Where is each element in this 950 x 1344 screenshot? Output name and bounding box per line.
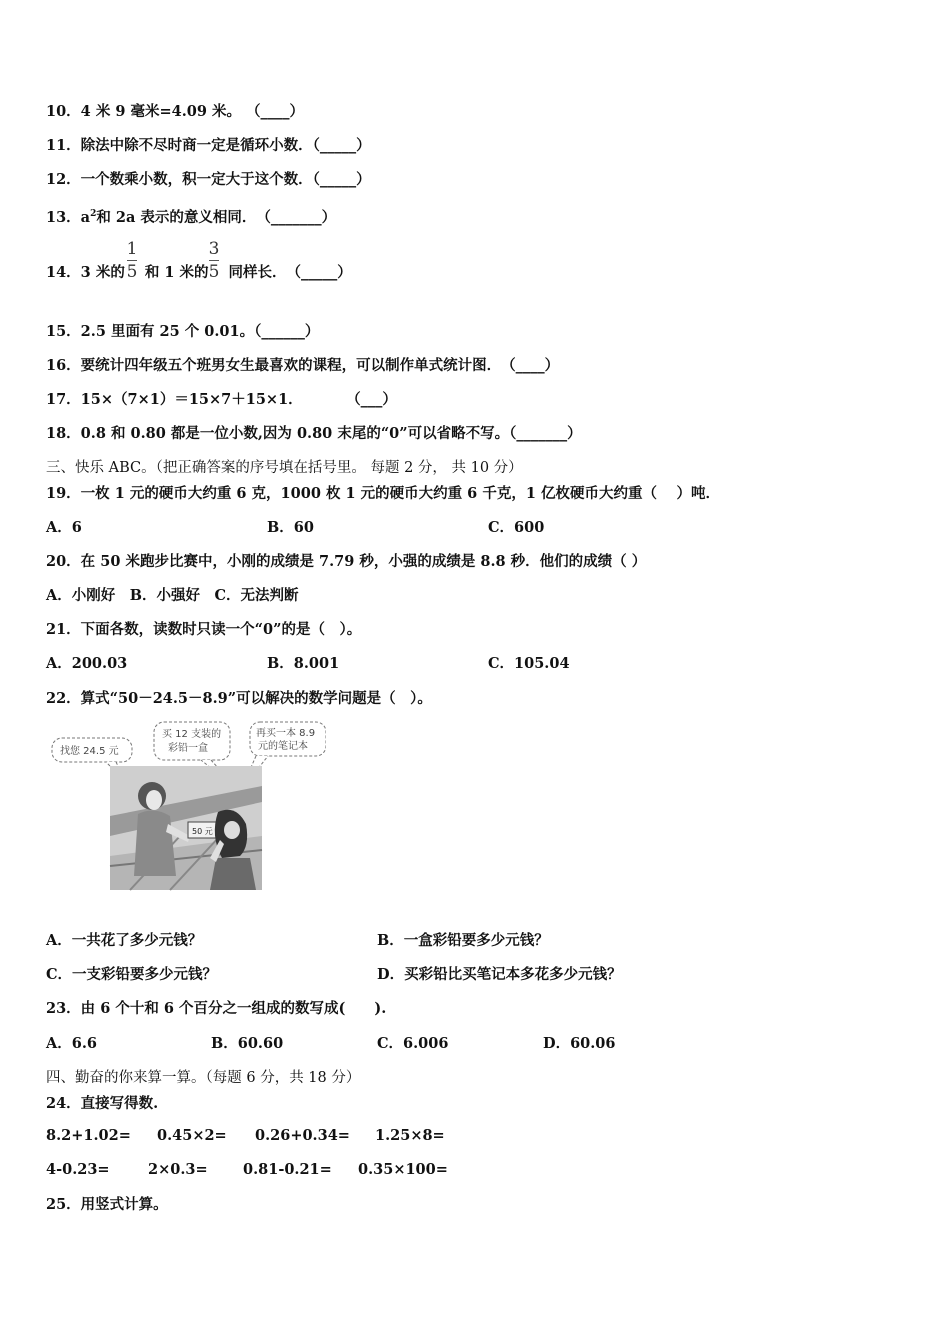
q22-illustration	[46, 718, 326, 898]
calc-r2-1: 4-0.23=	[46, 1161, 110, 1178]
bubble-2-text-a: 买 12 支装的	[162, 729, 222, 740]
q23-option-a: A．6.6	[46, 1035, 97, 1052]
calc-r2-2: 2×0.3=	[148, 1161, 208, 1178]
frac2-den: 5	[208, 262, 220, 282]
q14-c: 同样长． （_____）	[228, 264, 352, 281]
q22-option-d: D．买彩铅比买笔记本多花多少元钱？	[377, 966, 622, 983]
bubble-3-text-a: 再买一本 8.9	[256, 728, 316, 739]
question-16: 16．要统计四年级五个班男女生最喜欢的课程，可以制作单式统计图． （____）	[46, 357, 560, 374]
question-17: 17．15×（7×1）＝15×7＋15×1． （___）	[46, 391, 397, 408]
q22-option-a: A．一共花了多少元钱？	[46, 932, 203, 949]
q13-a: 13．a	[46, 208, 91, 226]
question-13	[46, 204, 336, 228]
question-18: 18．0.8 和 0.80 都是一位小数,因为 0.80 末尾的“0”可以省略不写。（_______）	[46, 425, 582, 442]
question-10: 10．4 米 9 毫米=4.09 米。 （____）	[46, 103, 305, 120]
section-4-title: 四、勤奋的你来算一算。（每题 6 分，共 18 分）	[46, 1070, 361, 1086]
question-11: 11．除法中除不尽时商一定是循环小数．（_____）	[46, 137, 371, 154]
q19-option-a: A．6	[46, 519, 82, 536]
calc-r1-1: 8.2+1.02=	[46, 1127, 131, 1144]
fraction-1-5	[124, 240, 140, 281]
q13-exponent: 2	[90, 209, 97, 219]
question-12: 12．一个数乘小数，积一定大于这个数．（_____）	[46, 171, 371, 188]
q22-option-c: C．一支彩铅要多少元钱？	[46, 966, 218, 983]
calc-r1-4: 1.25×8=	[375, 1127, 445, 1144]
question-20: 20．在 50 米跑步比赛中，小刚的成绩是 7.79 秒，小强的成绩是 8.8 秒．他们的成绩（ ）	[46, 553, 647, 570]
calc-r1-3: 0.26+0.34=	[255, 1127, 350, 1144]
question-19: 19．一枚 1 元的硬币大约重 6 克，1000 枚 1 元的硬币大约重 6 千克，1 亿枚硬币大约重（ ）吨．	[46, 485, 721, 502]
sign-text: 50 元	[192, 827, 213, 836]
question-15: 15．2.5 里面有 25 个 0.01。（______）	[46, 323, 320, 340]
q21-option-c: C．105.04	[488, 655, 570, 672]
speech-bubble-2	[154, 722, 230, 760]
bubble-3-text-b: 元的笔记本	[258, 741, 308, 752]
q14-b: 和 1 米的	[144, 264, 209, 281]
question-21: 21．下面各数，读数时只读一个“0”的是（ ）。	[46, 621, 362, 638]
q20-options: A．小刚好 B．小强好 C．无法判断	[46, 587, 299, 604]
calc-r1-2: 0.45×2=	[157, 1127, 227, 1144]
q21-option-b: B．8.001	[267, 655, 340, 672]
question-23: 23．由 6 个十和 6 个百分之一组成的数写成( ).	[46, 1000, 387, 1017]
q14-a: 14．3 米的	[46, 264, 125, 281]
frac1-den: 5	[126, 262, 138, 282]
question-24: 24．直接写得数.	[46, 1095, 159, 1112]
q21-option-a: A．200.03	[46, 655, 128, 672]
q19-option-b: B．60	[267, 519, 314, 536]
frac1-num: 1	[126, 239, 138, 259]
q23-option-c: C．6.006	[377, 1035, 449, 1052]
bubble-2-text-b: 彩铅一盒	[168, 743, 208, 754]
section-3-title: 三、快乐 ABC。（把正确答案的序号填在括号里。 每题 2 分， 共 10 分）	[46, 460, 523, 476]
q23-option-d: D．60.06	[543, 1035, 616, 1052]
question-22: 22．算式“50－24.5－8.9”可以解决的数学问题是（ ）。	[46, 690, 432, 707]
shop-scene	[110, 766, 262, 890]
frac2-num: 3	[208, 239, 220, 259]
q22-option-b: B．一盒彩铅要多少元钱？	[377, 932, 549, 949]
q23-option-b: B．60.60	[211, 1035, 284, 1052]
q13-b: 和 2a 表示的意义相同． （_______）	[96, 208, 337, 226]
q19-option-c: C．600	[488, 519, 545, 536]
calc-r2-4: 0.35×100=	[358, 1161, 448, 1178]
fraction-3-5	[206, 240, 222, 281]
bubble-1-text: 找您 24.5 元	[60, 746, 119, 757]
calc-r2-3: 0.81-0.21=	[243, 1161, 332, 1178]
question-14	[46, 263, 352, 283]
question-25: 25．用竖式计算。	[46, 1196, 168, 1213]
